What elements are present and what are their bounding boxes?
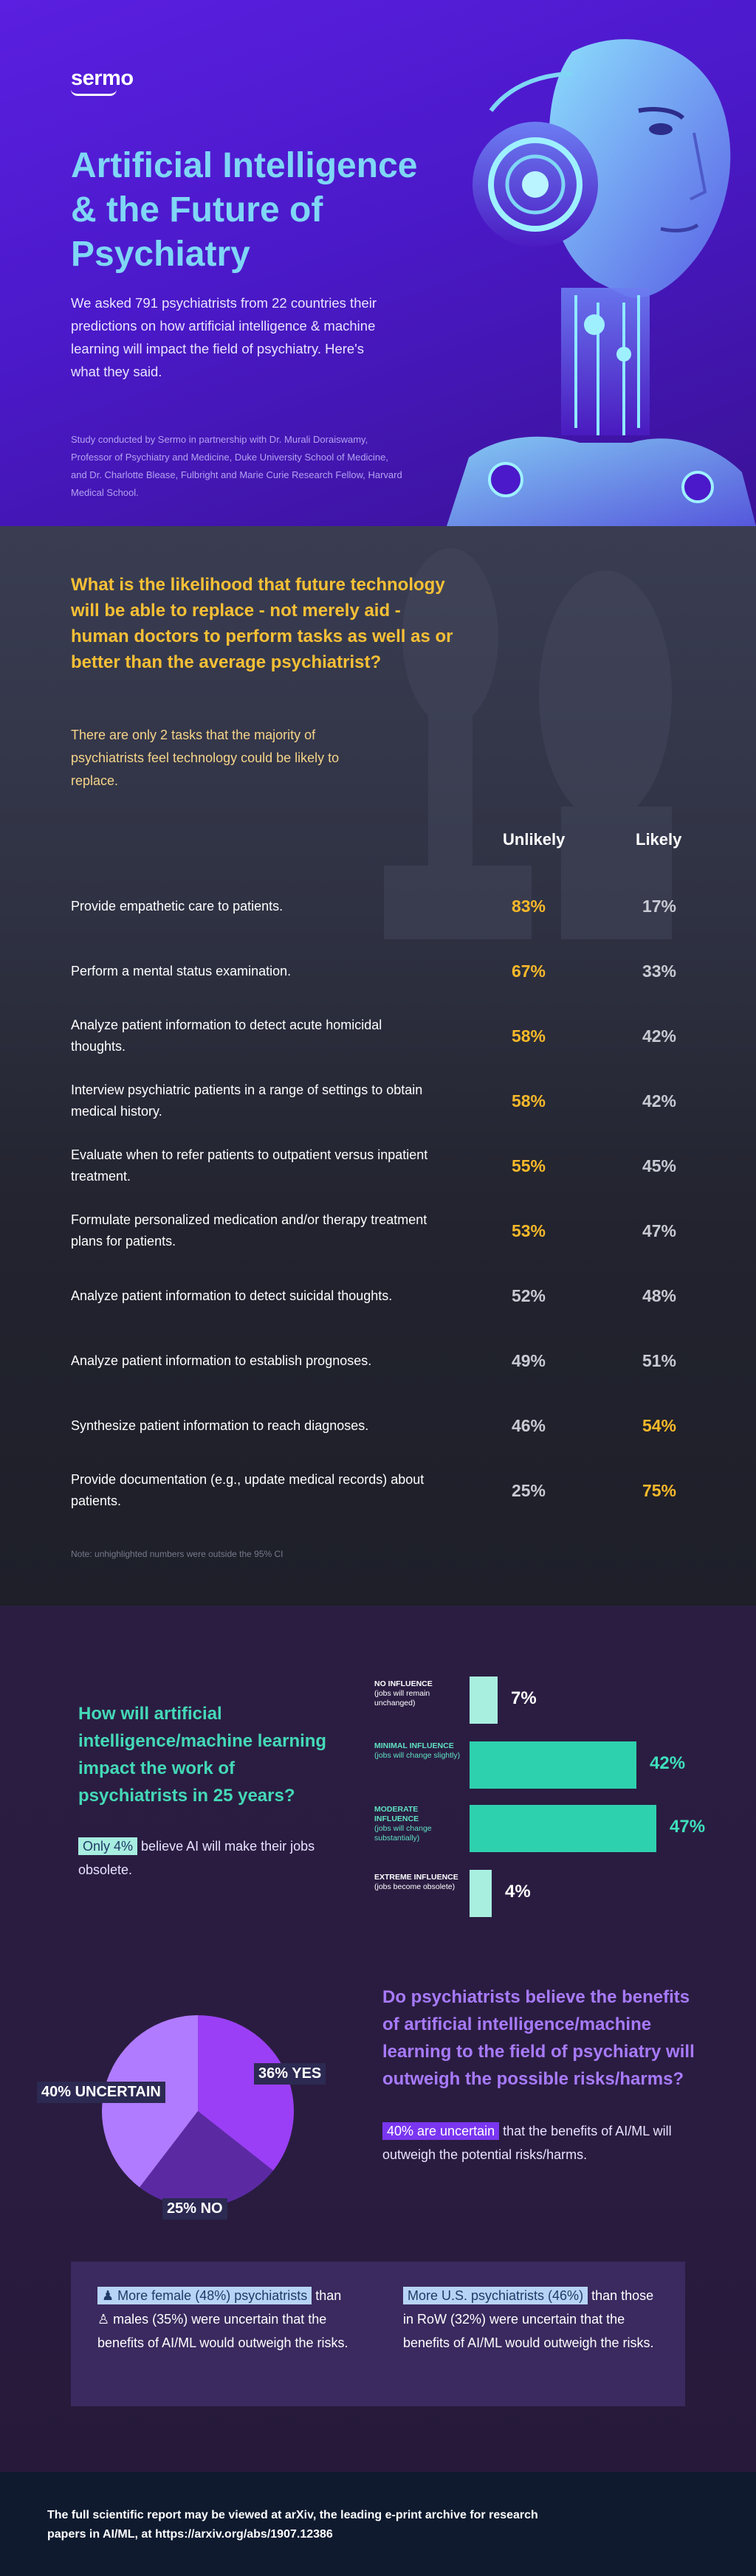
table-row: [71, 1004, 691, 1068]
gender-text-b: males (35%) were uncertain that the benefits of AI/ML would outweigh the risks.: [97, 2312, 348, 2350]
region-finding: [403, 2284, 654, 2355]
bar-value: 42%: [650, 1753, 686, 1773]
bar-detail: (jobs become obsolete): [374, 1882, 456, 1891]
unlikely-value: 49%: [511, 1350, 546, 1370]
gender-highlight: [97, 2287, 312, 2304]
gender-finding: [97, 2284, 348, 2355]
task-label: Provide documentation (e.g., update medical records) about patients.: [71, 1472, 425, 1508]
likely-value: 33%: [642, 961, 677, 981]
column-header-unlikely: Unlikely: [503, 830, 566, 849]
table-row: [71, 1068, 691, 1133]
robot-head-illustration: [402, 0, 756, 526]
task-label: Interview psychiatric patients in a range of settings to obtain medical history.: [71, 1082, 423, 1119]
page-title: Artificial Intelligence & the Future of Psychiatry: [71, 146, 418, 274]
demographics-box: [71, 2262, 685, 2406]
pie-label-uncertain: 40% UNCERTAIN: [37, 2082, 165, 2103]
pie-label-yes: 36% YES: [254, 2063, 326, 2085]
region-text: than those in RoW (32%) were uncertain that the benefits of AI/ML would outweigh the risks.: [403, 2288, 654, 2350]
benefits-subtext-body: that the benefits of AI/ML will outweigh the potential risks/harms.: [382, 2124, 672, 2162]
bar-title: MINIMAL INFLUENCE: [374, 1741, 454, 1750]
table-row: [71, 1328, 691, 1393]
unlikely-value: 52%: [511, 1285, 546, 1305]
bar-detail: (jobs will change slightly): [374, 1751, 461, 1760]
table-row: [71, 939, 691, 1004]
table-row: [71, 1133, 691, 1198]
unlikely-value: 83%: [511, 896, 546, 916]
unlikely-value: 53%: [511, 1220, 546, 1240]
likely-value: 45%: [642, 1156, 677, 1175]
replace-subtext: There are only 2 tasks that the majority of psychiatrists feel technology could be likely to replace.: [71, 728, 340, 788]
likely-value: 51%: [642, 1350, 677, 1370]
bar-label: [374, 1805, 463, 1843]
bar-extreme-influence: [470, 1870, 492, 1917]
impact-question: How will artificial intelligence/machine learning impact the work of psychiatrists in 25 years?: [78, 1704, 327, 1806]
task-label: Provide empathetic care to patients.: [71, 898, 284, 914]
task-label: Perform a mental status examination.: [71, 963, 292, 978]
unlikely-value: 67%: [511, 961, 546, 981]
unlikely-value: 25%: [511, 1480, 546, 1500]
footnote: Note: unhighlighted numbers were outside the 95% CI: [71, 1549, 284, 1559]
footer: [0, 2472, 756, 2576]
bar-label: [374, 1741, 463, 1761]
bar-title: MODERATE INFLUENCE: [374, 1805, 419, 1823]
impact-section: [0, 1606, 756, 2472]
unlikely-value: 58%: [511, 1026, 546, 1046]
bar-detail: (jobs will remain unchanged): [374, 1689, 430, 1707]
bar-detail: (jobs will change substantially): [374, 1824, 432, 1843]
hero-intro: We asked 791 psychiatrists from 22 countries their predictions on how artificial intelligence & machine learning will impact the field of psychiatry. Here's what they said.: [71, 295, 377, 379]
pie-label-no: 25% NO: [162, 2198, 227, 2220]
gender-text-a: than: [315, 2288, 342, 2303]
task-label: Synthesize patient information to reach diagnoses.: [71, 1418, 369, 1433]
table-row: [71, 1458, 691, 1523]
likely-value: 54%: [642, 1415, 677, 1435]
task-label: Analyze patient information to detect acute homicidal thoughts.: [71, 1018, 382, 1054]
bar-title: NO INFLUENCE: [374, 1679, 433, 1688]
task-label: Analyze patient information to establish prognoses.: [71, 1353, 372, 1368]
column-header-likely: Likely: [636, 830, 682, 849]
footer-text[interactable]: The full scientific report may be viewed at arXiv, the leading e-print archive for research papers in AI/ML, at https://arxiv.org/abs/1907.12386: [47, 2509, 538, 2541]
logo-smile-icon: [71, 89, 117, 96]
likely-value: 75%: [642, 1480, 677, 1500]
task-label: Formulate personalized medication and/or therapy treatment plans for patients.: [71, 1212, 427, 1249]
table-row: [71, 1393, 691, 1458]
likely-value: 47%: [642, 1220, 677, 1240]
pie-chart: [98, 2012, 298, 2211]
likely-value: 42%: [642, 1091, 677, 1111]
likely-value: 17%: [642, 896, 677, 916]
impact-subtext-body: believe AI will make their jobs obsolete.: [78, 1839, 315, 1877]
task-label: Analyze patient information to detect suicidal thoughts.: [71, 1288, 393, 1303]
female-icon: ♟: [102, 2288, 114, 2303]
bar-value: 47%: [670, 1817, 706, 1837]
likely-value: 42%: [642, 1026, 677, 1046]
unlikely-value: 46%: [511, 1415, 546, 1435]
replace-section: [0, 526, 756, 1606]
bar-no-influence: [470, 1677, 498, 1724]
bar-value: 7%: [511, 1688, 537, 1708]
bar-title: EXTREME INFLUENCE: [374, 1873, 458, 1882]
task-label: Evaluate when to refer patients to outpatient versus inpatient treatment.: [71, 1147, 428, 1184]
bar-minimal-influence: [470, 1741, 636, 1789]
impact-subtext: [78, 1834, 344, 1882]
benefits-subtext: [382, 2119, 700, 2166]
table-row: [71, 874, 691, 939]
replace-question: What is the likelihood that future technology will be able to replace - not merely aid - human doctors to perform tasks as well as or better than the average psychiatrist?: [71, 575, 453, 672]
male-icon: ♙: [97, 2312, 110, 2327]
gender-highlight-text: More female (48%) psychiatrists: [117, 2288, 308, 2303]
bar-value: 4%: [505, 1882, 531, 1902]
table-row: [71, 1198, 691, 1263]
hero-section: [0, 0, 756, 526]
benefits-highlight: 40% are uncertain: [382, 2122, 499, 2140]
bar-label: [374, 1873, 463, 1892]
benefits-question: Do psychiatrists believe the benefits of artificial intelligence/machine learning to the field of psychiatry will outweigh the possible risks/harms?: [382, 1987, 695, 2089]
likely-value: 48%: [642, 1285, 677, 1305]
region-highlight: More U.S. psychiatrists (46%): [403, 2287, 588, 2304]
table-row: [71, 1263, 691, 1328]
study-credit: Study conducted by Sermo in partnership with Dr. Murali Doraiswamy, Professor of Psychiatry and Medicine, Duke University School of Medicine, and Dr. Charlotte Blease, Fulbright and Marie Curie Research Fellow, Harvard Medical School.: [71, 434, 402, 498]
sermo-logo[interactable]: sermo: [71, 66, 134, 90]
impact-highlight: Only 4%: [78, 1837, 137, 1855]
bar-moderate-influence: [470, 1805, 656, 1852]
unlikely-value: 58%: [511, 1091, 546, 1111]
bar-label: [374, 1679, 463, 1708]
unlikely-value: 55%: [511, 1156, 546, 1175]
